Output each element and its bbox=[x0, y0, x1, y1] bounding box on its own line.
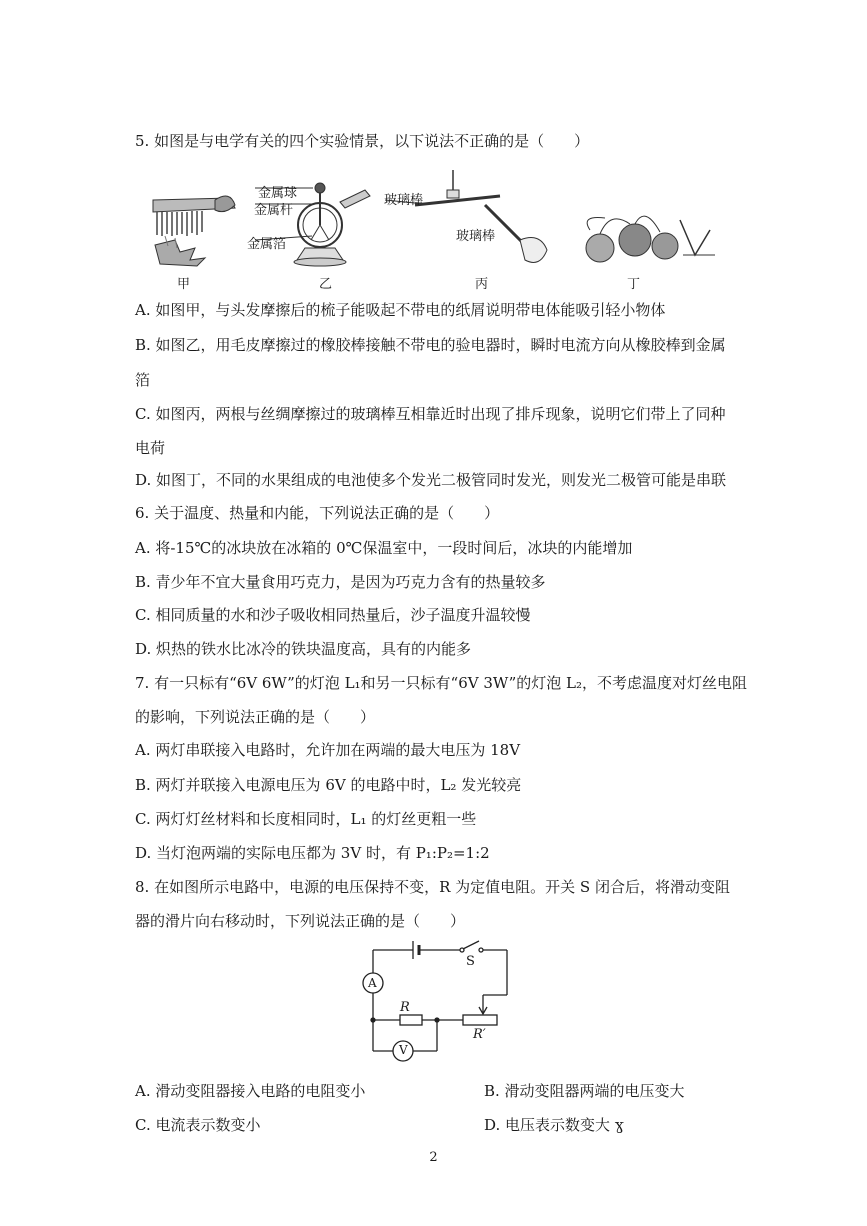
q8-option-d: D. 电压表示数变大 ɣ bbox=[484, 1116, 624, 1134]
caption-bing: 丙 bbox=[475, 277, 489, 292]
q5-stem: 5. 如图是与电学有关的四个实验情景，以下说法不正确的是（ ） bbox=[135, 132, 590, 150]
q7-stem-line1: 7. 有一只标有“6V 6W”的灯泡 L₁和另一只标有“6V 3W”的灯泡 L₂，不考虑温度对灯丝电阻 bbox=[135, 674, 748, 692]
caption-jia: 甲 bbox=[177, 277, 191, 292]
q6-stem: 6. 关于温度、热量和内能，下列说法正确的是（ ） bbox=[135, 504, 500, 522]
q5-experiment-illustrations bbox=[135, 160, 735, 290]
resistor-r bbox=[400, 1015, 422, 1025]
q5-option-d: D. 如图丁，不同的水果组成的电池使多个发光二极管同时发光，则发光二极管可能是串联 bbox=[135, 471, 727, 489]
q5-option-c-line2: 电荷 bbox=[135, 439, 166, 457]
q8-option-b: B. 滑动变阻器两端的电压变大 bbox=[484, 1082, 685, 1100]
q7-option-a: A. 两灯串联接入电路时，允许加在两端的最大电压为 18V bbox=[135, 741, 521, 759]
q8-option-a: A. 滑动变阻器接入电路的电阻变小 bbox=[135, 1082, 366, 1100]
q6-option-c: C. 相同质量的水和沙子吸收相同热量后，沙子温度升温较慢 bbox=[135, 606, 531, 624]
q5-figure bbox=[135, 160, 735, 290]
comb-illustration bbox=[153, 196, 235, 266]
caption-yi: 乙 bbox=[319, 277, 333, 292]
label-metal-ball: 金属球 bbox=[258, 186, 298, 201]
q7-option-d: D. 当灯泡两端的实际电压都为 3V 时，有 P₁:P₂=1:2 bbox=[135, 844, 490, 862]
switch-contact-right bbox=[479, 948, 483, 952]
circuit-label-r-prime: R′ bbox=[473, 1027, 486, 1042]
q8-stem-line2: 器的滑片向右移动时，下列说法正确的是（ ） bbox=[135, 912, 466, 930]
circuit-label-voltmeter: V bbox=[399, 1043, 408, 1057]
q7-option-c: C. 两灯灯丝材料和长度相同时，L₁ 的灯丝更粗一些 bbox=[135, 810, 477, 828]
page-number: 2 bbox=[429, 1150, 438, 1165]
q5-option-b-line1: B. 如图乙，用毛皮摩擦过的橡胶棒接触不带电的验电器时，瞬时电流方向从橡胶棒到金属 bbox=[135, 336, 726, 354]
q5-option-b-line2: 箔 bbox=[135, 371, 151, 389]
label-glass-rod-2: 玻璃棒 bbox=[456, 229, 496, 244]
label-metal-foil: 金属箔 bbox=[247, 237, 287, 252]
label-glass-rod-1: 玻璃棒 bbox=[384, 193, 424, 208]
circuit-label-switch: S bbox=[466, 954, 475, 969]
q6-option-b: B. 青少年不宜大量食用巧克力，是因为巧克力含有的热量较多 bbox=[135, 573, 546, 591]
glass-rods-illustration bbox=[385, 170, 547, 262]
switch-blade bbox=[463, 941, 479, 949]
circuit-label-r: R bbox=[400, 1000, 410, 1015]
circuit-label-ammeter: A bbox=[368, 976, 377, 990]
fruit-battery-illustration bbox=[586, 216, 715, 262]
q5-option-c-line1: C. 如图丙，两根与丝绸摩擦过的玻璃棒互相靠近时出现了排斥现象，说明它们带上了同种 bbox=[135, 405, 726, 423]
q6-option-a: A. 将-15℃的冰块放在冰箱的 0℃保温室中，一段时间后，冰块的内能增加 bbox=[135, 539, 633, 557]
q6-option-d: D. 炽热的铁水比冰冷的铁块温度高，具有的内能多 bbox=[135, 640, 472, 658]
label-metal-rod: 金属杆 bbox=[254, 203, 294, 218]
rheostat-r-prime bbox=[463, 1015, 497, 1025]
q8-stem-line1: 8. 在如图所示电路中，电源的电压保持不变，R 为定值电阻。开关 S 闭合后，将滑动变阻 bbox=[135, 878, 730, 896]
q7-stem-line2: 的影响，下列说法正确的是（ ） bbox=[135, 708, 376, 726]
q5-option-a: A. 如图甲，与头发摩擦后的梳子能吸起不带电的纸屑说明带电体能吸引轻小物体 bbox=[135, 301, 666, 319]
caption-ding: 丁 bbox=[627, 277, 641, 292]
q8-option-c: C. 电流表示数变小 bbox=[135, 1116, 261, 1134]
q8-circuit-diagram bbox=[355, 935, 515, 1065]
q7-option-b: B. 两灯并联接入电源电压为 6V 的电路中时，L₂ 发光较亮 bbox=[135, 776, 522, 794]
